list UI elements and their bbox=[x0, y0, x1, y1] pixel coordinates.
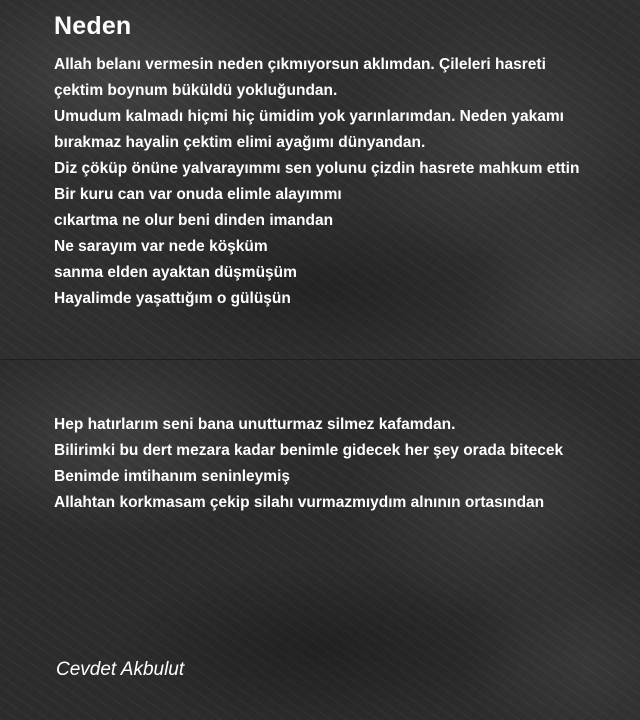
poem-line: çektim boynum büküldü yokluğundan. bbox=[54, 82, 338, 99]
stanza-1 bbox=[54, 52, 579, 312]
poem-line: bırakmaz hayalin çektim elimi ayağımı dünyandan. bbox=[54, 134, 426, 151]
poem-line: Hep hatırlarım seni bana unutturmaz silmez kafamdan. bbox=[54, 416, 456, 433]
poem-line: Allahtan korkmasam çekip silahı vurmazmıydım alnının ortasından bbox=[54, 494, 545, 511]
poem-line: Bir kuru can var onuda elimle alayımmı bbox=[54, 186, 342, 203]
poem-line: Ne sarayım var nede köşküm bbox=[54, 238, 268, 255]
poem-title: Neden bbox=[54, 12, 132, 40]
poem-line: cıkartma ne olur beni dinden imandan bbox=[54, 212, 334, 229]
stanza-2 bbox=[54, 412, 563, 516]
poem-line: Umudum kalmadı hiçmi hiç ümidim yok yarınlarımdan. Neden yakamı bbox=[54, 108, 564, 125]
poem-line: Allah belanı vermesin neden çıkmıyorsun aklımdan. Çileleri hasreti bbox=[54, 56, 546, 73]
poem-line: Diz çöküp önüne yalvarayımmı sen yolunu çizdin hasrete mahkum ettin bbox=[54, 160, 580, 177]
poem-line: Hayalimde yaşattığım o gülüşün bbox=[54, 290, 291, 307]
poem-line: Bilirimki bu dert mezara kadar benimle gidecek her şey orada bitecek bbox=[54, 442, 564, 459]
poem-author: Cevdet Akbulut bbox=[56, 659, 185, 680]
poem-line: sanma elden ayaktan düşmüşüm bbox=[54, 264, 297, 281]
poem-image-bottom bbox=[0, 360, 640, 720]
poem-line: Benimde imtihanım seninleymiş bbox=[54, 468, 291, 485]
